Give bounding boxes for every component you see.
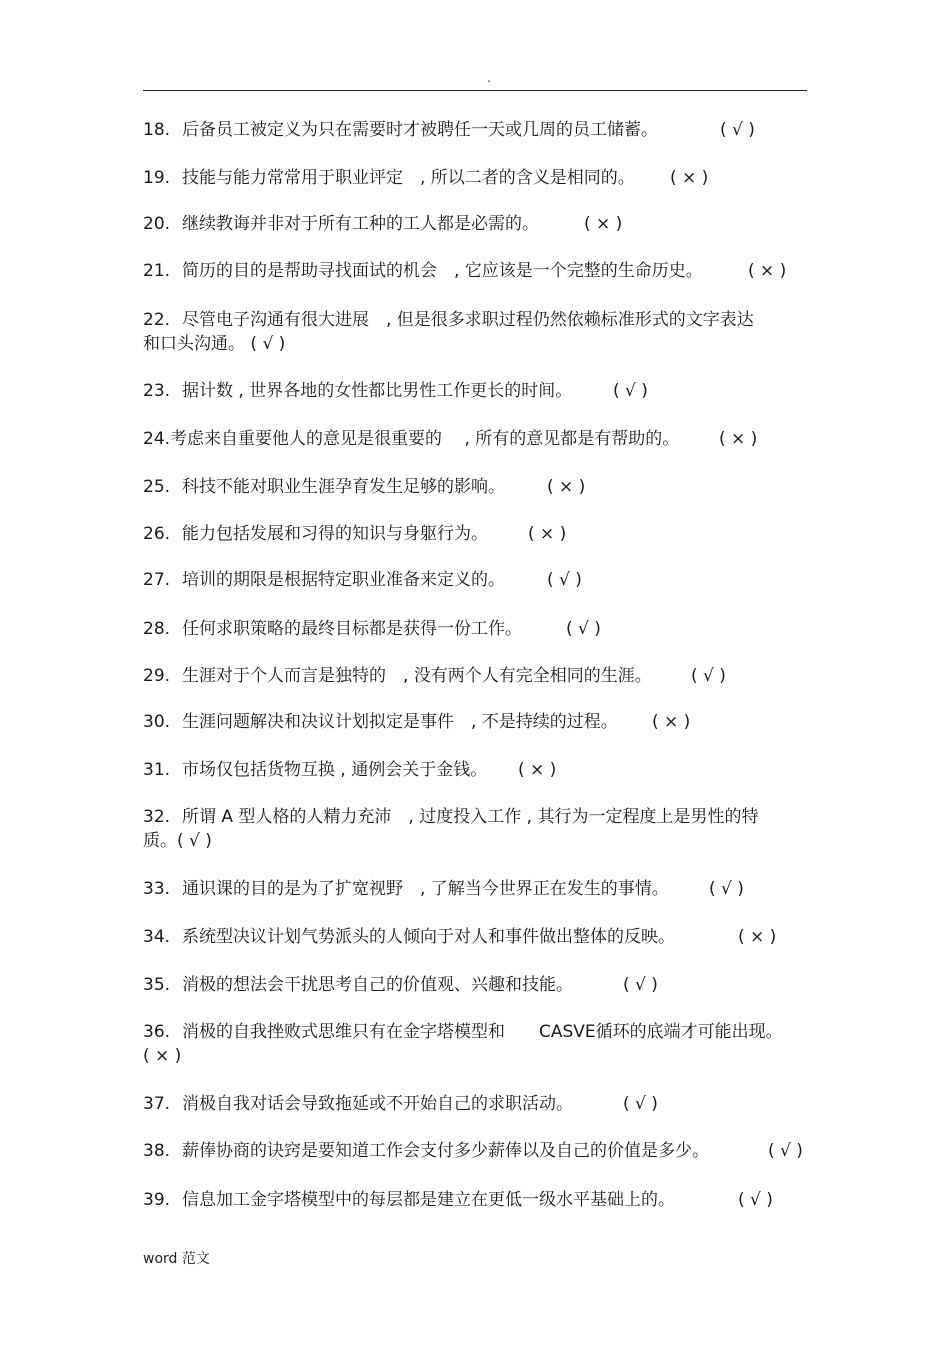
question-number: 39. [143, 1190, 171, 1210]
question-29 [143, 664, 813, 688]
question-text: 任何求职策略的最终目标都是获得一份工作。 [182, 619, 522, 639]
question-answer: ( √ ) [691, 666, 726, 686]
question-text: 市场仅包括货物互换 , 通例会关于金钱。 [182, 760, 488, 780]
question-answer: ( × ) [748, 261, 787, 281]
question-text: 尽管电子沟通有很大进展 , 但是很多求职过程仍然依赖标准形式的文字表达 [182, 310, 754, 330]
question-number: 38. [143, 1141, 171, 1161]
question-39 [143, 1188, 813, 1212]
question-number: 20. [143, 214, 171, 234]
question-number: 28. [143, 619, 171, 639]
question-36 [143, 1020, 813, 1068]
question-26 [143, 522, 813, 546]
question-text: 继续教诲并非对于所有工种的工人都是必需的。 [182, 214, 539, 234]
question-answer: ( √ ) [709, 879, 744, 899]
question-number: 30. [143, 712, 171, 732]
question-text: 科技不能对职业生涯孕育发生足够的影响。 [182, 477, 505, 497]
question-18 [143, 118, 813, 142]
question-text-continued: 质。( √ ) [143, 831, 212, 851]
question-number: 25. [143, 477, 171, 497]
question-31 [143, 758, 813, 782]
question-text: 系统型决议计划气势派头的人倾向于对人和事件做出整体的反映。 [182, 927, 675, 947]
question-text: 消极的自我挫败式思维只有在金字塔模型和 CASVE循环的底端才可能出现。 [182, 1022, 783, 1042]
question-number: 36. [143, 1022, 171, 1042]
question-answer: ( √ ) [623, 975, 658, 995]
question-number: 21. [143, 261, 171, 281]
question-number: 22. [143, 310, 171, 330]
question-text: 消极的想法会干扰思考自己的价值观、兴趣和技能。 [182, 975, 573, 995]
question-number: 23. [143, 381, 171, 401]
question-answer: ( × ) [652, 712, 691, 732]
question-22 [143, 308, 813, 356]
question-number: 32. [143, 807, 171, 827]
question-number: 35. [143, 975, 171, 995]
question-text: 生涯对于个人而言是独特的 , 没有两个人有完全相同的生涯。 [182, 666, 652, 686]
question-answer: ( × ) [584, 214, 623, 234]
question-text: 生涯问题解决和决议计划拟定是事件 , 不是持续的过程。 [182, 712, 618, 732]
question-number: 34. [143, 927, 171, 947]
question-27 [143, 568, 813, 592]
question-24 [143, 427, 813, 451]
question-answer: ( √ ) [768, 1141, 803, 1161]
question-answer: ( × ) [670, 168, 709, 188]
question-answer: ( × ) [719, 429, 758, 449]
question-19 [143, 166, 813, 190]
question-answer: ( √ ) [738, 1190, 773, 1210]
question-answer: ( × ) [547, 477, 586, 497]
question-number: 26. [143, 524, 171, 544]
question-25 [143, 475, 813, 499]
question-21 [143, 259, 813, 283]
question-text: 薪俸协商的诀窍是要知道工作会支付多少薪俸以及自己的价值是多少。 [182, 1141, 709, 1161]
header-rule [143, 90, 807, 91]
question-number: 24. [143, 429, 171, 449]
question-answer: ( × ) [528, 524, 567, 544]
question-35 [143, 973, 813, 997]
question-number: 19. [143, 168, 171, 188]
question-answer: ( √ ) [623, 1094, 658, 1114]
question-text-continued: ( × ) [143, 1046, 182, 1066]
question-text: 消极自我对话会导致拖延或不开始自己的求职活动。 [182, 1094, 573, 1114]
question-text: 能力包括发展和习得的知识与身躯行为。 [182, 524, 488, 544]
question-text: 考虑来自重要他人的意见是很重要的 , 所有的意见都是有帮助的。 [170, 429, 680, 449]
question-answer: ( √ ) [720, 120, 755, 140]
question-text: 通识课的目的是为了扩宽视野 , 了解当今世界正在发生的事情。 [182, 879, 669, 899]
question-answer: ( √ ) [566, 619, 601, 639]
header-mark: . [487, 71, 491, 85]
question-number: 27. [143, 570, 171, 590]
question-number: 29. [143, 666, 171, 686]
question-28 [143, 617, 813, 641]
question-30 [143, 710, 813, 734]
question-answer: ( √ ) [613, 381, 648, 401]
question-32 [143, 805, 813, 853]
question-answer: ( × ) [738, 927, 777, 947]
question-38 [143, 1139, 813, 1163]
question-number: 18. [143, 120, 171, 140]
question-text: 所谓 A 型人格的人精力充沛 , 过度投入工作 , 其行为一定程度上是男性的特 [182, 807, 759, 827]
question-answer: ( √ ) [547, 570, 582, 590]
question-answer: ( × ) [518, 760, 557, 780]
question-34 [143, 925, 813, 949]
question-20 [143, 212, 813, 236]
question-number: 33. [143, 879, 171, 899]
question-text: 据计数 , 世界各地的女性都比男性工作更长的时间。 [182, 381, 573, 401]
question-text-continued: 和口头沟通。 ( √ ) [143, 334, 286, 354]
question-37 [143, 1092, 813, 1116]
question-text: 信息加工金字塔模型中的每层都是建立在更低一级水平基础上的。 [182, 1190, 675, 1210]
question-text: 培训的期限是根据特定职业准备来定义的。 [182, 570, 505, 590]
question-text: 后备员工被定义为只在需要时才被聘任一天或几周的员工储蓄。 [182, 120, 658, 140]
question-23 [143, 379, 813, 403]
question-number: 37. [143, 1094, 171, 1114]
question-text: 简历的目的是帮助寻找面试的机会 , 它应该是一个完整的生命历史。 [182, 261, 703, 281]
question-33 [143, 877, 813, 901]
question-text: 技能与能力常常用于职业评定 , 所以二者的含义是相同的。 [182, 168, 635, 188]
question-number: 31. [143, 760, 171, 780]
footer-label: word 范文 [143, 1251, 210, 1267]
